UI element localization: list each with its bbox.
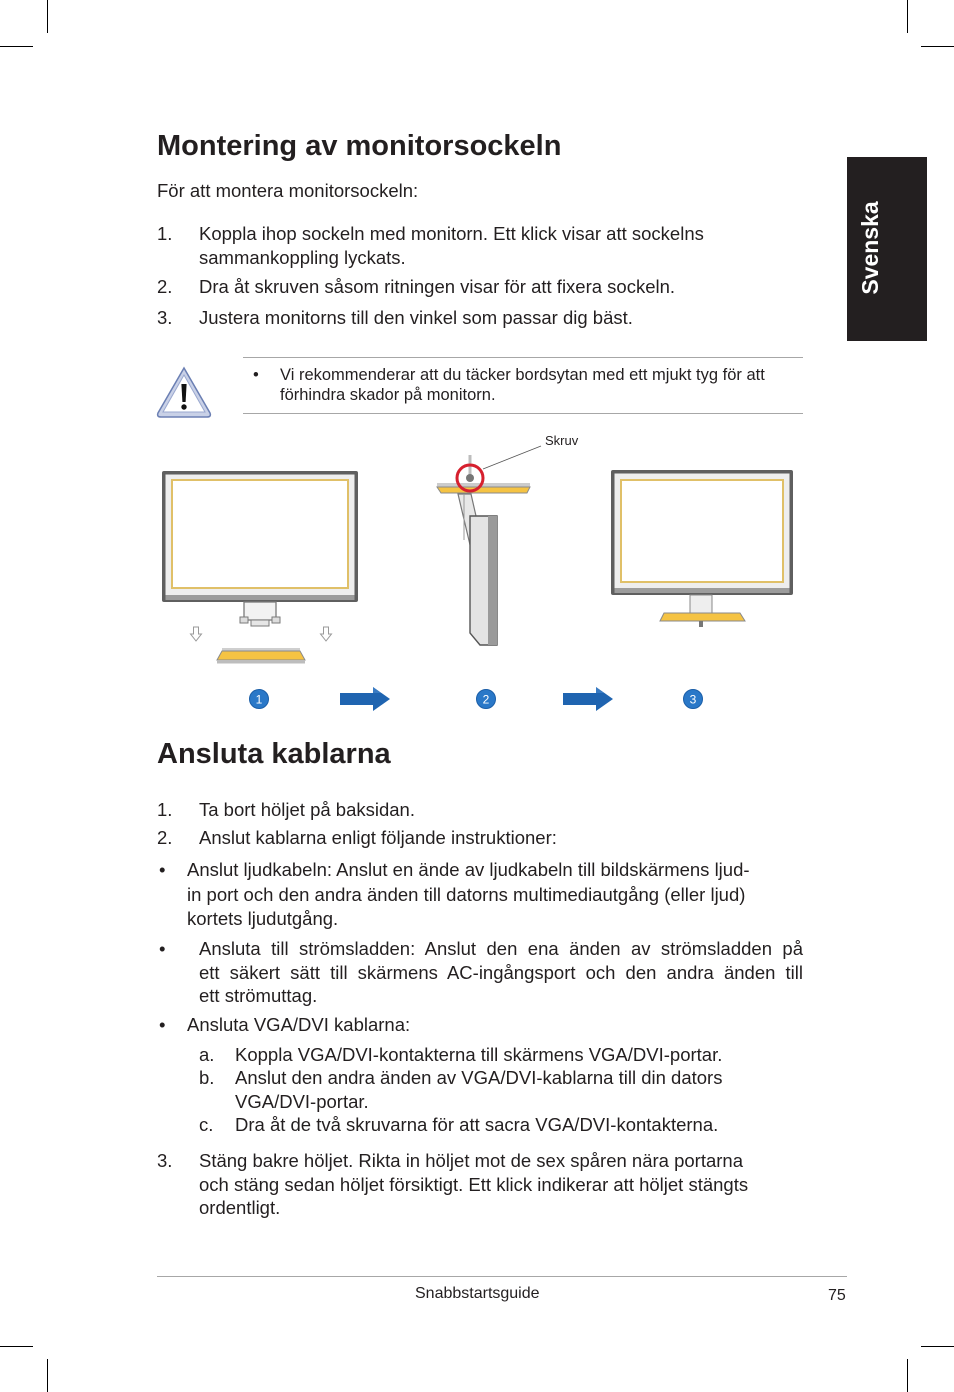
sub-item-text-line: Anslut den andra änden av VGA/DVI-kablarna till din dators <box>235 1067 723 1088</box>
note-text-line: förhindra skador på monitorn. <box>280 386 496 404</box>
monitor-neck-step1 <box>240 602 280 626</box>
screw-pointer-line <box>483 446 541 469</box>
bullet-text-line: Anslut ljudkabeln: Anslut en ände av ljudkabeln till bildskärmens ljud- <box>187 859 750 880</box>
step-number: 3. <box>157 307 173 328</box>
bullet-text-line: kortets ljudutgång. <box>187 908 339 929</box>
step-text-line: och stäng sedan höljet försiktigt. Ett klick indikerar att höljet stängts <box>199 1173 749 1195</box>
sub-item-letter: a. <box>199 1044 215 1065</box>
sub-item-text-line: VGA/DVI-portar. <box>235 1091 369 1112</box>
crop-mark <box>47 1359 48 1392</box>
note-text-line: Vi rekommenderar att du täcker bordsytan med ett mjukt tyg för att <box>280 366 765 384</box>
crop-mark <box>0 1346 33 1347</box>
sub-item-text <box>235 1043 722 1067</box>
bullet-text-line: in port och den andra änden till datorns multimediautgång (eller ljud) <box>187 883 746 905</box>
step-text-line: ordentligt. <box>199 1197 281 1218</box>
right-arrow-icon <box>340 687 381 693</box>
down-arrow-icon <box>191 627 202 641</box>
sub-item-letter: c. <box>199 1114 214 1135</box>
warning-icon <box>155 365 213 419</box>
crop-mark <box>47 0 48 33</box>
bullet-mark: • <box>159 938 166 959</box>
section-intro: För att montera monitorsockeln: <box>157 180 419 201</box>
step-marker-number: 3 <box>689 692 697 707</box>
bullet-text-line: ett strömuttag. <box>199 985 318 1006</box>
bullet-text <box>187 1013 410 1037</box>
step-number: 1. <box>157 223 173 244</box>
step-text <box>199 222 704 270</box>
sub-item-text <box>235 1113 718 1137</box>
bullet-text-line: ett säkert sätt till skärmens AC-ingångsport och den andra änden till <box>199 961 803 983</box>
step-text <box>199 1149 748 1220</box>
screw-icon <box>466 474 474 482</box>
right-arrow-icon <box>340 687 390 711</box>
down-arrow-icon <box>321 627 332 641</box>
bullet-mark: • <box>159 1014 166 1035</box>
language-tab <box>847 157 927 341</box>
step-marker-number: 2 <box>482 692 490 707</box>
stand-base-step1 <box>217 648 305 664</box>
section-title-mounting: Montering av monitorsockeln <box>157 130 562 162</box>
crop-mark <box>0 46 33 47</box>
monitor-side-step2 <box>437 455 530 645</box>
footer-guide-name: Snabbstartsguide <box>415 1285 540 1302</box>
sub-item-text-line: Dra åt de två skruvarna för att sacra VGA/DVI-kontakterna. <box>235 1114 719 1135</box>
crop-mark <box>907 1359 908 1392</box>
bullet-text <box>187 858 750 932</box>
step-marker-number: 1 <box>255 692 263 707</box>
sub-item-text <box>235 1066 722 1114</box>
step-text-line: Ta bort höljet på baksidan. <box>199 799 415 820</box>
step-text-line: Anslut kablarna enligt följande instruktioner: <box>199 827 557 848</box>
bullet-text-line: Ansluta till strömsladden: Anslut den ena änden av strömsladden på <box>199 938 803 959</box>
note-bullet: • <box>253 366 259 384</box>
note-top-rule <box>243 357 803 358</box>
step-text <box>199 798 415 822</box>
right-arrow-icon <box>563 687 613 711</box>
footer-rule <box>157 1276 847 1277</box>
step-marker-2 <box>477 690 496 709</box>
monitor-front-step1 <box>162 471 358 602</box>
section-title-cables: Ansluta kablarna <box>157 738 391 770</box>
step-number: 2. <box>157 276 173 297</box>
step-text-line: Koppla ihop sockeln med monitorn. Ett klick visar att sockelns <box>199 223 704 244</box>
step-text <box>199 275 675 299</box>
page-number: 75 <box>828 1287 846 1304</box>
bullet-text-line: Ansluta VGA/DVI kablarna: <box>187 1014 411 1035</box>
sub-item-text-line: Koppla VGA/DVI-kontakterna till skärmens VGA/DVI-portar. <box>235 1044 723 1065</box>
monitor-front-step3 <box>611 470 793 627</box>
step-text-line: Dra åt skruven såsom ritningen visar för att fixera sockeln. <box>199 276 676 297</box>
step-marker-3 <box>684 690 703 709</box>
crop-mark <box>907 0 908 33</box>
screw-label: Skruv <box>545 433 579 448</box>
crop-mark <box>921 1346 954 1347</box>
note-text <box>280 365 765 405</box>
step-number: 3. <box>157 1150 173 1171</box>
mounting-illustration <box>150 440 810 715</box>
step-text-line: Justera monitorns till den vinkel som passar dig bäst. <box>199 307 633 328</box>
step-text <box>199 826 557 850</box>
step-number: 2. <box>157 827 173 848</box>
bullet-text <box>199 937 803 1008</box>
note-bottom-rule <box>243 413 803 414</box>
step-text-line: Stäng bakre höljet. Rikta in höljet mot de sex spåren nära portarna <box>199 1150 744 1171</box>
step-marker-1 <box>250 690 269 709</box>
step-text-line: sammankoppling lyckats. <box>199 247 406 268</box>
step-number: 1. <box>157 799 173 820</box>
sub-item-letter: b. <box>199 1067 215 1088</box>
language-tab-label: Svenska <box>857 201 883 295</box>
crop-mark <box>921 46 954 47</box>
step-text <box>199 306 633 330</box>
bullet-mark: • <box>159 859 166 880</box>
right-arrow-icon <box>563 687 604 693</box>
